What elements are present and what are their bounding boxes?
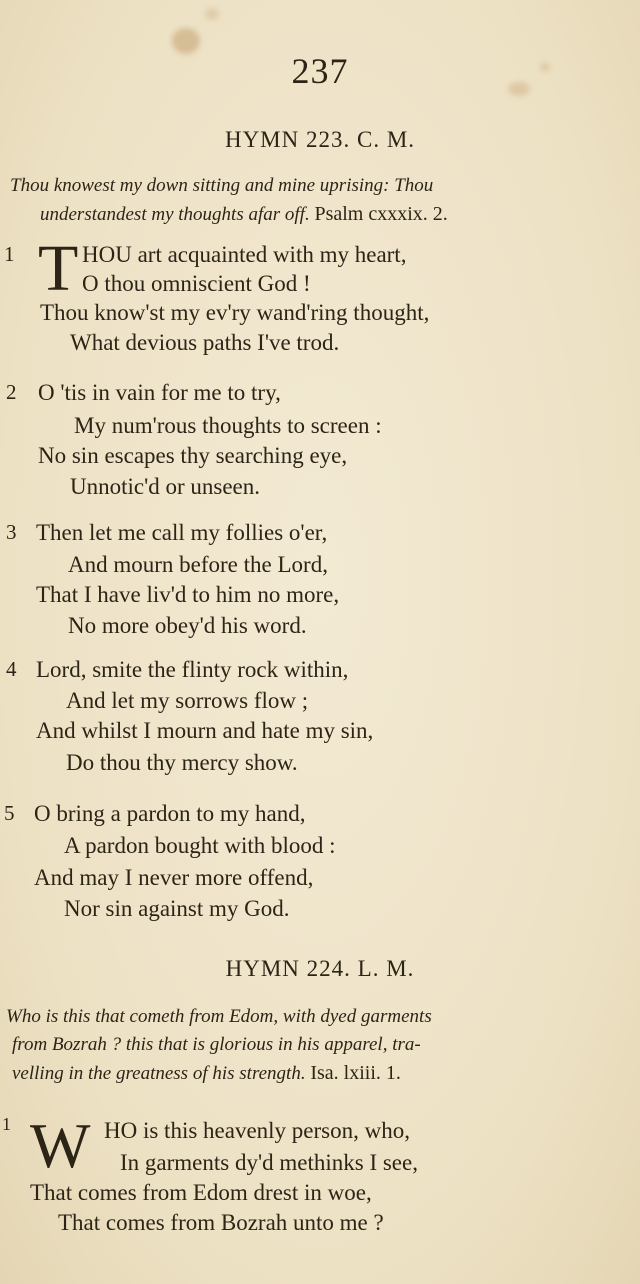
verse-line: What devious paths I've trod. [70, 330, 340, 355]
scripture-reference: Psalm cxxxix. 2. [314, 203, 448, 225]
verse-line: That I have liv'd to him no more, [36, 582, 340, 607]
hymn-title: HYMN 224. L. M. [225, 956, 415, 981]
verse-number: 5 [4, 801, 15, 825]
verse-line: And whilst I mourn and hate my sin, [36, 718, 374, 743]
verse-line: Thou know'st my ev'ry wand'ring thought, [40, 300, 430, 325]
drop-cap: T [38, 232, 79, 305]
verse-number: 1 [2, 1114, 11, 1134]
verse-line: HO is this heavenly person, who, [104, 1118, 410, 1143]
epigraph-line: Thou knowest my down sitting and mine uprising: Thou [10, 175, 434, 196]
verse-line: That comes from Bozrah unto me ? [58, 1210, 384, 1235]
verse-line: My num'rous thoughts to screen : [74, 413, 382, 438]
verse-number: 4 [6, 657, 17, 681]
epigraph-text: velling in the greatness of his strength. [12, 1063, 306, 1084]
verse-line: Do thou thy mercy show. [66, 750, 298, 775]
verse-number: 1 [4, 242, 15, 266]
verse-line: No more obey'd his word. [68, 613, 307, 638]
verse-line: And may I never more offend, [34, 865, 314, 890]
verse-line: Then let me call my follies o'er, [36, 520, 328, 545]
verse-line: O 'tis in vain for me to try, [38, 380, 281, 405]
hymn-title: HYMN 223. C. M. [224, 127, 416, 152]
verse-line: Lord, smite the flinty rock within, [36, 657, 349, 682]
verse-number: 2 [6, 380, 17, 404]
hymn-epigraph [6, 1003, 618, 1088]
verse-line: And let my sorrows flow ; [66, 688, 309, 713]
epigraph-text: understandest my thoughts afar off. [40, 204, 310, 225]
scripture-reference: Isa. lxiii. 1. [310, 1062, 401, 1084]
epigraph-line [10, 200, 622, 229]
verse-line: O bring a pardon to my hand, [34, 801, 306, 826]
verse-line: Unnotic'd or unseen. [70, 474, 261, 499]
verse-line: That comes from Edom drest in woe, [30, 1180, 372, 1205]
epigraph-line: from Bozrah ? this that is glorious in his apparel, tra- [12, 1034, 421, 1055]
verse-line: O thou omniscient God ! [82, 271, 311, 296]
verse-line: And mourn before the Lord, [68, 552, 328, 577]
drop-cap: W [30, 1110, 91, 1181]
epigraph-line: Who is this that cometh from Edom, with dyed garments [6, 1006, 432, 1027]
verse-line: No sin escapes thy searching eye, [38, 443, 348, 468]
page-stain [205, 8, 219, 20]
hymn-epigraph [10, 172, 622, 229]
epigraph-line [6, 1059, 618, 1088]
verse-number: 3 [6, 520, 17, 544]
verse-line: Nor sin against my God. [64, 896, 290, 921]
verse-line: HOU art acquainted with my heart, [82, 242, 407, 267]
verse-line: A pardon bought with blood : [64, 833, 336, 858]
verse-line: In garments dy'd methinks I see, [120, 1150, 418, 1175]
page-number: 237 [291, 51, 349, 91]
